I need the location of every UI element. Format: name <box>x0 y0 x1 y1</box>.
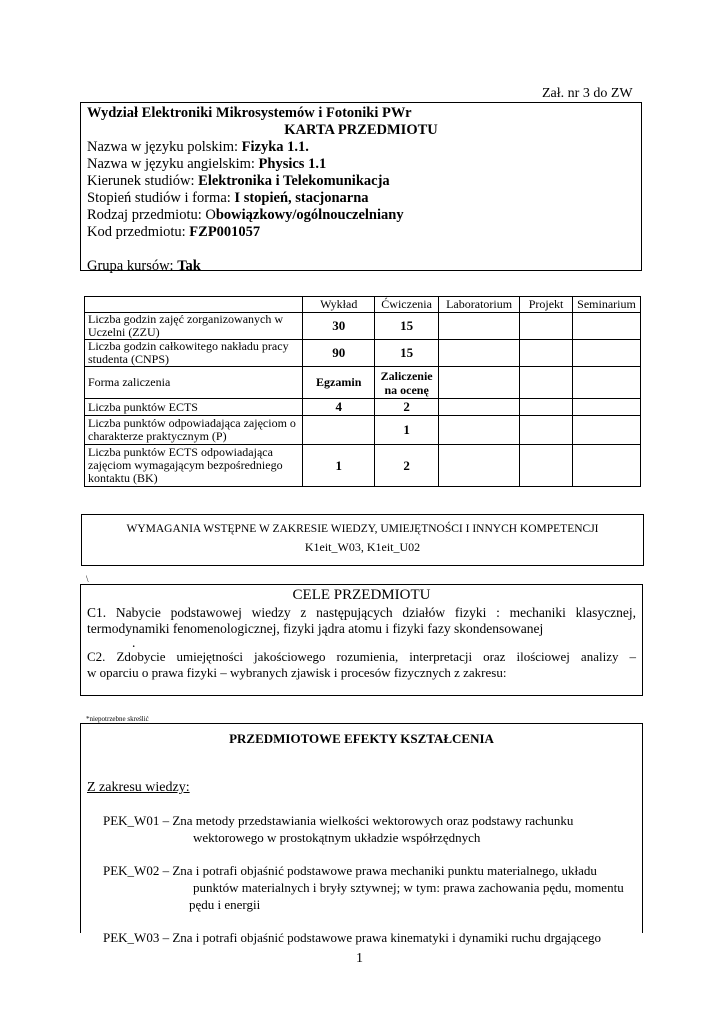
outcome-line: PEK_W01 – Zna metody przedstawiania wielkości wektorowych oraz podstawy rachunku <box>103 813 574 828</box>
group-label: Grupa kursów: <box>87 258 178 274</box>
column-header: Seminarium <box>572 297 640 313</box>
outcome-w01 <box>87 812 636 846</box>
row-label: Liczba godzin zajęć zorganizowanych w Uczelni (ZZU) <box>85 313 303 340</box>
table-cell <box>572 367 640 399</box>
outcomes-box <box>80 723 643 945</box>
goal-c1-dot: . <box>132 635 136 650</box>
footnote: *niepotrzebne skreślić <box>86 715 149 723</box>
table-header-row <box>85 297 641 313</box>
code-row <box>87 224 635 241</box>
row-label: Liczba punktów ECTS <box>85 399 303 416</box>
outcome-w02 <box>87 862 636 913</box>
level-label: Stopień studiów i forma: <box>87 190 235 206</box>
hours-table <box>84 296 641 487</box>
name-en-value: Physics 1.1 <box>258 156 327 172</box>
goal-c2-line: w oparciu o prawa fizyki – wybranych zjawisk i procesów fizycznych z zakresu: <box>87 665 507 680</box>
goals-title: CELE PRZEDMIOTU <box>292 587 431 603</box>
group-value: Tak <box>177 258 201 274</box>
table-corner-cell <box>85 297 303 313</box>
table-cell: 15 <box>375 340 439 367</box>
table-cell <box>572 340 640 367</box>
table-cell <box>439 416 520 445</box>
table-row <box>85 367 641 399</box>
row-label: Liczba punktów ECTS odpowiadająca zajęciom wymagającym bezpośredniego kontaktu (BK) <box>85 445 303 487</box>
table-cell: 1 <box>303 445 375 487</box>
table-cell <box>520 399 573 416</box>
outcome-line: pędu i energii <box>189 897 261 912</box>
table-cell: Zaliczenie na ocenę <box>375 367 439 399</box>
row-label: Liczba punktów odpowiadająca zajęciom o charakterze praktycznym (P) <box>85 416 303 445</box>
table-cell: 2 <box>375 399 439 416</box>
goal-c1-line: C1. Nabycie podstawowej wiedzy z następujących działów fizyki : mechaniki klasycznej, <box>87 605 636 620</box>
card-title: KARTA PRZEDMIOTU <box>284 122 438 138</box>
table-cell: 90 <box>303 340 375 367</box>
column-header: Wykład <box>303 297 375 313</box>
name-pl-row <box>87 139 635 156</box>
table-row <box>85 445 641 487</box>
stray-mark: \ <box>86 574 89 584</box>
column-header: Ćwiczenia <box>375 297 439 313</box>
direction-row <box>87 173 635 190</box>
table-row <box>85 340 641 367</box>
table-cell <box>303 416 375 445</box>
table-cell <box>520 445 573 487</box>
group-row <box>87 258 635 275</box>
table-cell <box>520 367 573 399</box>
direction-value: Elektronika i Telekomunikacja <box>198 173 390 189</box>
table-row <box>85 416 641 445</box>
outcome-line: punktów materialnych i bryły sztywnej; w tym: prawa zachowania pędu, momentu <box>193 880 624 895</box>
column-header: Laboratorium <box>439 297 520 313</box>
goal-c2-line: C2. Zdobycie umiejętności jakościowego rozumienia, interpretacji oraz ilościowej analizy – <box>87 649 636 664</box>
name-en-label: Nazwa w języku angielskim: <box>87 156 259 172</box>
level-row <box>87 190 635 207</box>
course-header-box <box>80 102 642 274</box>
name-en-row <box>87 156 635 173</box>
table-cell: 30 <box>303 313 375 340</box>
outcome-line: PEK_W02 – Zna i potrafi objaśnić podstawowe prawa mechaniki punktu materialnego, układu <box>103 863 597 878</box>
table-cell <box>439 340 520 367</box>
table-cell <box>572 313 640 340</box>
faculty-title: Wydział Elektroniki Mikrosystemów i Fotoniki PWr <box>87 105 412 121</box>
row-label: Forma zaliczenia <box>85 367 303 399</box>
requirements-box <box>81 514 644 566</box>
outcome-line: wektorowego w prostokątnym układzie współrzędnych <box>193 830 481 845</box>
table-cell <box>439 445 520 487</box>
table-cell <box>572 445 640 487</box>
type-row <box>87 207 635 224</box>
table-cell <box>439 399 520 416</box>
table-row <box>85 399 641 416</box>
code-value: FZP001057 <box>189 224 261 240</box>
outcome-w03 <box>87 929 636 946</box>
table-cell <box>439 313 520 340</box>
goals-box <box>80 584 643 696</box>
attachment-label: Zał. nr 3 do ZW <box>542 86 633 101</box>
table-cell <box>572 399 640 416</box>
table-cell: Egzamin <box>303 367 375 399</box>
page-number: 1 <box>356 951 363 966</box>
outcome-line: PEK_W03 – Zna i potrafi objaśnić podstawowe prawa kinematyki i dynamiki ruchu drgającego <box>103 930 601 945</box>
requirements-title: WYMAGANIA WSTĘPNE W ZAKRESIE WIEDZY, UMIEJĘTNOŚCI I INNYCH KOMPETENCJI <box>126 523 599 535</box>
knowledge-label: Z zakresu wiedzy: <box>87 780 190 795</box>
table-cell: 15 <box>375 313 439 340</box>
table-cell: 2 <box>375 445 439 487</box>
table-cell <box>572 416 640 445</box>
name-pl-label: Nazwa w języku polskim: <box>87 139 242 155</box>
outcomes-title: PRZEDMIOTOWE EFEKTY KSZTAŁCENIA <box>229 731 494 746</box>
name-pl-value: Fizyka 1.1. <box>241 139 309 155</box>
level-value: I stopień, stacjonarna <box>234 190 369 206</box>
table-cell: 4 <box>303 399 375 416</box>
code-label: Kod przedmiotu: <box>87 224 190 240</box>
goal-c1-line: termodynamiki fenomenologicznej, fizyki jądra atomu i fizyki fazy skondensowanej <box>87 621 544 636</box>
type-label: Rodzaj przedmiotu: O <box>87 207 216 223</box>
spacer <box>87 241 635 258</box>
type-value: bowiązkowy/ogólnouczelniany <box>215 207 404 223</box>
table-cell <box>520 416 573 445</box>
table-cell <box>439 367 520 399</box>
table-cell: 1 <box>375 416 439 445</box>
row-label: Liczba godzin całkowitego nakładu pracy studenta (CNPS) <box>85 340 303 367</box>
requirements-codes: K1eit_W03, K1eit_U02 <box>304 540 421 554</box>
table-cell <box>520 340 573 367</box>
table-cell <box>520 313 573 340</box>
direction-label: Kierunek studiów: <box>87 173 199 189</box>
column-header: Projekt <box>520 297 573 313</box>
table-row <box>85 313 641 340</box>
